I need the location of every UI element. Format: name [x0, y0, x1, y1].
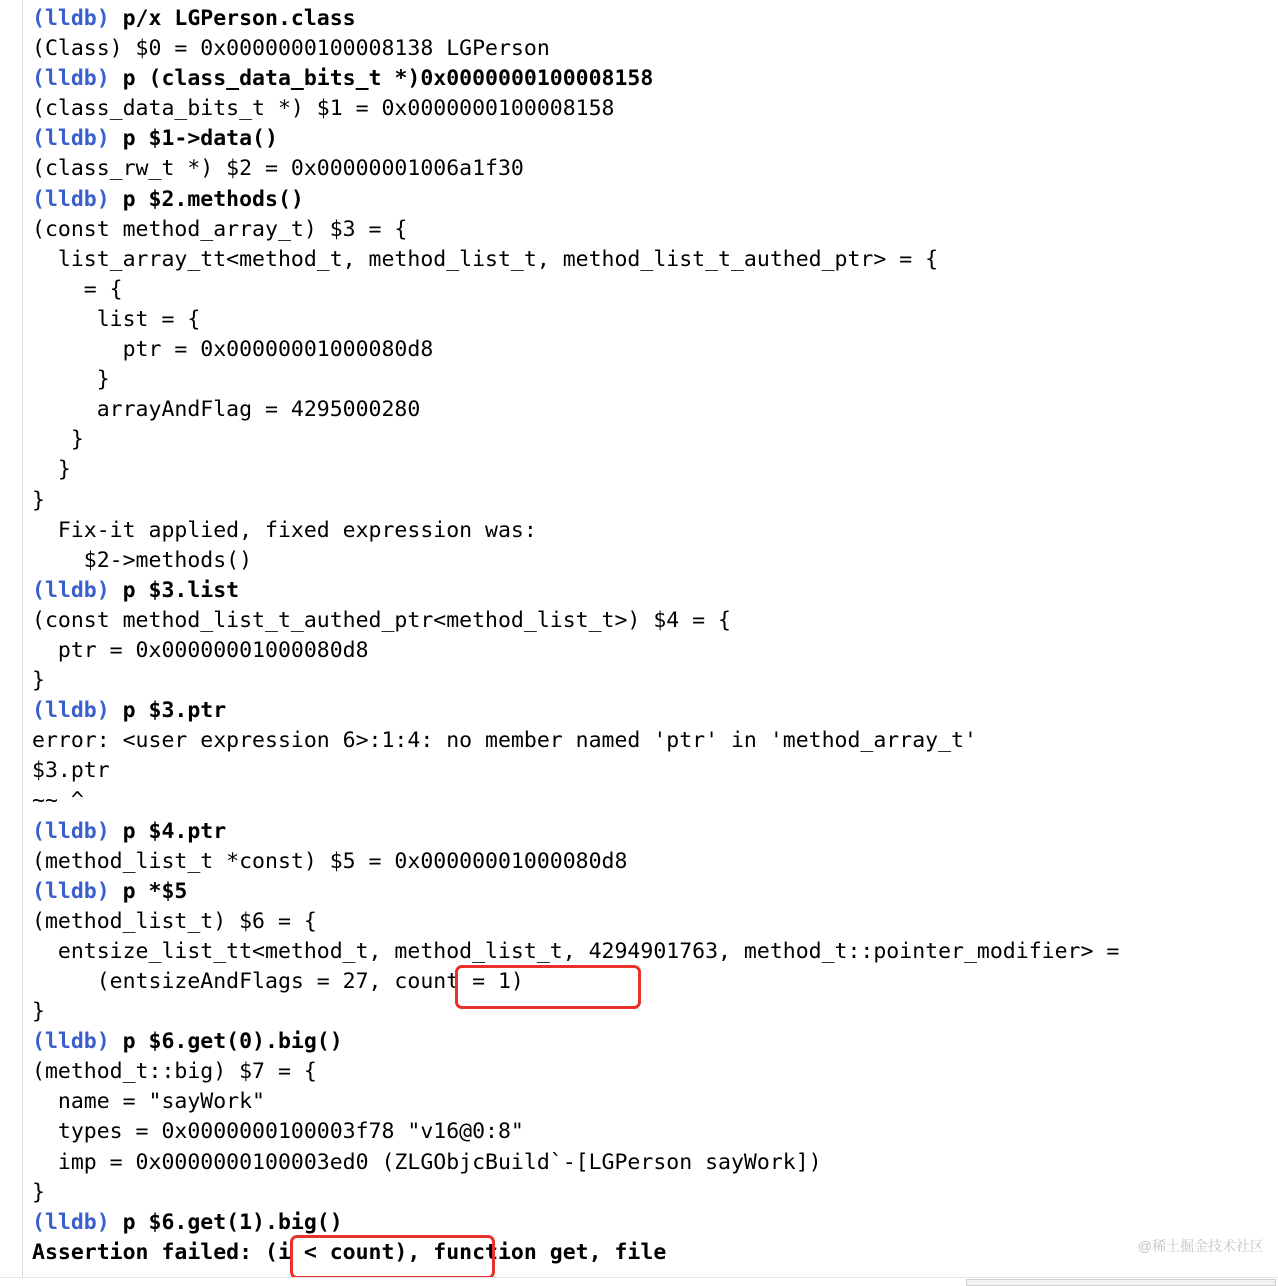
console-text: }: [32, 999, 45, 1025]
console-command-line: [32, 877, 1278, 907]
console-output-line: [32, 786, 1278, 816]
lldb-prompt: (lldb): [32, 66, 110, 92]
lldb-prompt: (lldb): [32, 577, 110, 603]
console-output-line: [32, 726, 1278, 756]
console-text: imp = 0x0000000100003ed0 (ZLGObjcBuild`-[LGPerson sayWork]): [32, 1149, 822, 1175]
console-output-line: [32, 1148, 1278, 1178]
console-output-line: [32, 606, 1278, 636]
lldb-command-text: p $6.get(0).big(): [109, 1029, 343, 1055]
console-command-line: [32, 4, 1278, 34]
console-text: }: [32, 367, 110, 393]
lldb-prompt: (lldb): [32, 878, 110, 904]
console-output-line: [32, 455, 1278, 485]
console-text: arrayAndFlag = 4295000280: [32, 397, 421, 423]
lldb-prompt: (lldb): [32, 698, 110, 724]
console-text: (const method_array_t) $3 = {: [32, 216, 408, 242]
lldb-prompt: (lldb): [32, 1029, 110, 1055]
console-text: Assertion failed: (i < count), function get, file: [32, 1239, 667, 1265]
lldb-prompt: (lldb): [32, 126, 110, 152]
console-text: list_array_tt<method_t, method_list_t, method_list_t_authed_ptr> = {: [32, 246, 939, 272]
console-text: ptr = 0x00000001000080d8: [32, 337, 434, 363]
lldb-command-text: p $1->data(): [109, 126, 278, 152]
watermark: @稀土掘金技术社区: [1137, 1238, 1264, 1254]
bottom-bar: [0, 1277, 1278, 1286]
console-text: }: [32, 487, 45, 513]
console-text: $3.ptr: [32, 758, 110, 784]
console-text: }: [32, 1179, 45, 1205]
lldb-prompt: (lldb): [32, 186, 110, 212]
console-output-line: [32, 1178, 1278, 1208]
console-text: list = {: [32, 306, 201, 332]
console-text: (class_data_bits_t *) $1 = 0x0000000100008158: [32, 96, 615, 122]
console-output-line: [32, 94, 1278, 124]
lldb-command-text: p $6.get(1).big(): [109, 1209, 343, 1235]
console-text: }: [32, 668, 45, 694]
lldb-command-text: p (class_data_bits_t *)0x0000000100008158: [109, 66, 654, 92]
console-text: }: [32, 427, 84, 453]
console-output-line: [32, 154, 1278, 184]
console-line-list: [0, 4, 1278, 1268]
console-text: (entsizeAndFlags = 27, count = 1): [32, 969, 524, 994]
console-command-line: [32, 1027, 1278, 1057]
bottom-scroll-box[interactable]: [966, 1279, 1276, 1286]
console-output-line: [32, 997, 1278, 1027]
console-output-line: [32, 34, 1278, 64]
console-output-line: [32, 937, 1278, 967]
console-text: (method_t::big) $7 = {: [32, 1059, 317, 1085]
console-text: }: [32, 457, 71, 483]
lldb-prompt: (lldb): [32, 818, 110, 844]
console-command-line: [32, 576, 1278, 606]
console-text: (class_rw_t *) $2 = 0x00000001006a1f30: [32, 156, 524, 182]
console-output-line: [32, 967, 1278, 997]
console-output-line: [32, 486, 1278, 516]
console-output-line: [32, 1057, 1278, 1087]
console-output-line: [32, 516, 1278, 546]
console-output-line: [32, 1117, 1278, 1147]
console-text: types = 0x0000000100003f78 "v16@0:8": [32, 1119, 524, 1145]
console-output-line: [32, 305, 1278, 335]
console-command-line: [32, 124, 1278, 154]
console-output-line: [32, 636, 1278, 666]
lldb-command-text: p $3.ptr: [109, 698, 227, 724]
console-command-line: [32, 185, 1278, 215]
lldb-prompt: (lldb): [32, 6, 110, 31]
lldb-command-text: p $2.methods(): [109, 186, 304, 212]
console-command-line: [32, 817, 1278, 847]
console-output-line: [32, 245, 1278, 275]
lldb-command-text: p $3.list: [109, 577, 240, 603]
console-text: Fix-it applied, fixed expression was:: [32, 517, 537, 543]
console-output-line: [32, 365, 1278, 395]
console-text: (method_list_t) $6 = {: [32, 908, 317, 934]
console-output-line: [32, 335, 1278, 365]
console-output-line: [32, 1238, 1278, 1268]
console-text: ~~ ^: [32, 788, 84, 814]
lldb-command-text: p/x LGPerson.class: [109, 6, 356, 31]
console-output-line: [32, 907, 1278, 937]
console-text: entsize_list_tt<method_t, method_list_t, 4294901763, method_t::pointer_modifier> =: [32, 938, 1133, 964]
console-output-line: [32, 395, 1278, 425]
console-text: ptr = 0x00000001000080d8: [32, 637, 369, 663]
console-output-line: [32, 215, 1278, 245]
lldb-prompt: (lldb): [32, 1209, 110, 1235]
console-output-line: [32, 546, 1278, 576]
console-command-line: [32, 1208, 1278, 1238]
console-text: error: <user expression 6>:1:4: no member named 'ptr' in 'method_array_t': [32, 728, 977, 754]
console-command-line: [32, 64, 1278, 94]
lldb-command-text: p $4.ptr: [109, 818, 227, 844]
console-text: = {: [32, 276, 123, 302]
console-text: (Class) $0 = 0x0000000100008138 LGPerson: [32, 36, 550, 62]
console-command-line: [32, 696, 1278, 726]
console-output-line: [32, 756, 1278, 786]
console-text: name = "sayWork": [32, 1089, 265, 1115]
lldb-command-text: p *$5: [109, 878, 188, 904]
console-text: (const method_list_t_authed_ptr<method_list_t>) $4 = {: [32, 607, 731, 633]
console-output-line: [32, 1087, 1278, 1117]
console-text: (method_list_t *const) $5 = 0x00000001000080d8: [32, 848, 628, 874]
console-output-line: [32, 425, 1278, 455]
console-text: $2->methods(): [32, 547, 253, 573]
console-output-line: [32, 275, 1278, 305]
console-output-line: [32, 666, 1278, 696]
console-output-line: [32, 847, 1278, 877]
